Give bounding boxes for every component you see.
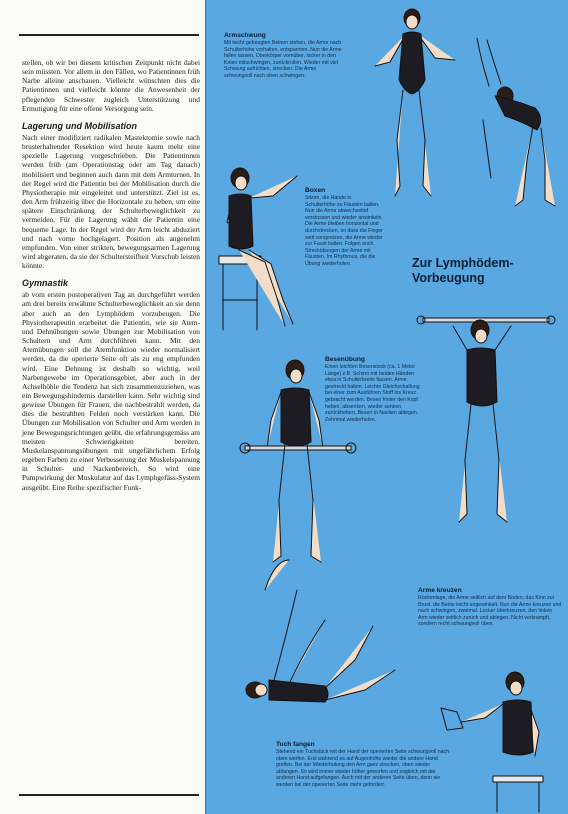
exercise-text: Rückenlage, die Arme seitlich auf dem Boden, das Kinn zur Brust, die Beine leicht angewinkelt. Nun die Arme kreuzen und nach schwingen, zweimal. Locker überkreuzen, den linken Arm wieder seitlich zurück und ablegen. Nicht verkrampft, sondern recht schwungvoll üben.	[418, 595, 562, 628]
exercise-text: Sitzen, die Hände in Schulterhöhe zu Fäusten ballen. Nun die Arme abwechselnd vorstossen und wieder anwinkeln. Die Arme bleiben horizontal und durchstrecken, so dass die Finger weit vorspreizen, die Arme wieder zur Faust ballen. Folgen auch Streckübungen der Arme mit Fäusten. Im Rhythmus, die die Übung wiederholen.	[305, 195, 383, 267]
top-rule	[19, 34, 199, 36]
figure-boxen-seated	[219, 168, 297, 330]
exercise-title: Besenübung	[325, 356, 365, 363]
section-paragraph-gymnastik: ab vom ersten postoperativen Tag an durchgeführt werden am drei bereits erwähnte Schulterbeweglichkeit an sie denn aber auch an den Lymphödem vorzubeugen. Die Physiotherapeutin erarbeitet die Patientin, wie sie Atem- und Dehnübungen sowie Übungen zur Mobilisation von Schultern und Arm durchführen kann. Mit den Atemübungen soll die Atemfunktion wieder normalisiert werden, da die operierte Seite oft als zu eng empfunden wird. Eine Dehnung ist deshalb so wichtig, weil Narbengewebe im Operationsgebiet, aber auch in der Achselhöhle die Tendenz hat sich zusammenzuziehen, was ein Bewegungshindernis darstellen kann. Sehr wichtig sind gewisse Übungen für Frauen, die nachbestrahlt werden, da dies die bestrahlten Felden noch verstärken kann. Die Übungen zur Mobilisation von Schulter und Arm werden in jene Bewegungsrichtungen geübt, die erfahrungsgemäss am meisten Schwierigkeiten bereiten. Muskelanspannungsübungen mit ungefährlichem Erfolg ergeben Farben zu einer Verbesserung der Muskelspannung in Schulter- und Nackenbereich. So wird eine Pumpwirkung der Muskulatur auf das Lymphgefäss-System ausgeübt. Eine Reihe spezifischer Funk-	[22, 290, 200, 492]
exercise-title: Arme kreuzen	[418, 587, 462, 594]
figure-armschwung-bending	[477, 38, 555, 206]
article-body	[22, 58, 200, 494]
intro-paragraph: stellen, ob wir bei diesem kritischen Zeitpunkt nicht dabei sein müssten. Vor allem in den Fällen, wo Patientinnen früh Narbe alleine anschauen. Vielleicht wünschten dies die Patientinnen und vielleicht könnte die Anwesenheit der pflegenden Schwester zugleich Unterstützung und Ermutigung für eine offene Versorgung sein.	[22, 58, 200, 113]
bottom-rule	[19, 794, 199, 796]
section-paragraph-lagerung: Nach einer modifiziert radikalen Mastektomie sowie nach brusterhaltender Resektion wird heute kaum mehr eine spezielle Lagerung vorgeschrieben. Die Patientinnen werden früh (am Operationstag oder am Tag danach) mobilisiert und beginnen auch dann mit dem Armturnen. In der Regel wird die Patientin bei der Mobilisation durch die Physiotherapie mit eingeleitet und unterstützt. Ziel ist es, den Arm frühzeitig über die Horizontale zu heben, um eine spätere Einschränkung der Schulterbeweglichkeit zu vermeiden. Für die Lagerung wählt die Patientin eine bequeme Lage. In der Regel wird der Arm leicht abduziert und nach vorne hochgelagert. Position als angenehm empfunden. Von einer strikten, bewegungsarmen Lagerung wird abgeraten, da sie der Schultersteifheit Vorschub leisten könnte.	[22, 132, 200, 271]
exercise-armschwung	[224, 32, 342, 80]
exercise-arme-kreuzen	[418, 587, 562, 628]
figure-arme-kreuzen-lying	[246, 560, 395, 702]
exercise-title: Armschwung	[224, 32, 266, 39]
exercise-boxen	[305, 187, 383, 268]
figure-armschwung-standing	[375, 9, 455, 196]
section-heading-lagerung: Lagerung und Mobilisation	[22, 120, 137, 131]
exercise-text: Einen leichten Besenstock (ca. 1 Meter Länge) z.B. Schirm mit beiden Händen etwa in Schulterbreite fassen. Arme gestreckt halten. Leichte Gleichschaltung bei einer zum Ausführen Stoff ins Kreuz gebracht werden. Besen hinter den Kopf heben, absenken, wieder senken, zurückheben, Besen in Nacken ablegen. Zehnmal wiederholen.	[325, 364, 420, 423]
figure-besen-overhead	[417, 316, 555, 522]
exercise-title: Tuch fangen	[276, 741, 315, 748]
exercise-text: Stehend ein Tuchstück mit der Hand der operierten Seite schwungvoll nach oben werfen. Erst während es auf Augenhöhe wieder die andere Hand greifen. Bei der Wiederholung den Arm ganz strecken, oben wieder abfangen. So wird immer wieder höher geworfen und sogleich mit der anderen Hand aufgefangen. Auch mit der anderen Seite üben, denn sie werden bei der operierten Seite mehr gefordert.	[276, 749, 450, 788]
panel-title: Zur Lymphödem-Vorbeugung	[412, 256, 514, 285]
exercise-tuch-fangen	[276, 741, 450, 789]
section-heading-gymnastik: Gymnastik	[22, 278, 69, 289]
article-text-column	[0, 0, 205, 814]
figure-tuch-fangen	[441, 672, 543, 812]
exercise-besen	[325, 356, 423, 423]
exercise-title: Boxen	[305, 187, 326, 194]
exercise-text: Mit leicht gebeugten Beinen stehen, die Arme nach Schulterhöhe vorhalten, entspannen. Nun die Arme fallen lassen, Oberkörper vornüber, locker in den Knien mitschwingen, zurückrollen. Wieder mit viel Schwung aufrichten, strecken. Die Arme schwungvoll nach oben schwingen.	[224, 40, 342, 79]
